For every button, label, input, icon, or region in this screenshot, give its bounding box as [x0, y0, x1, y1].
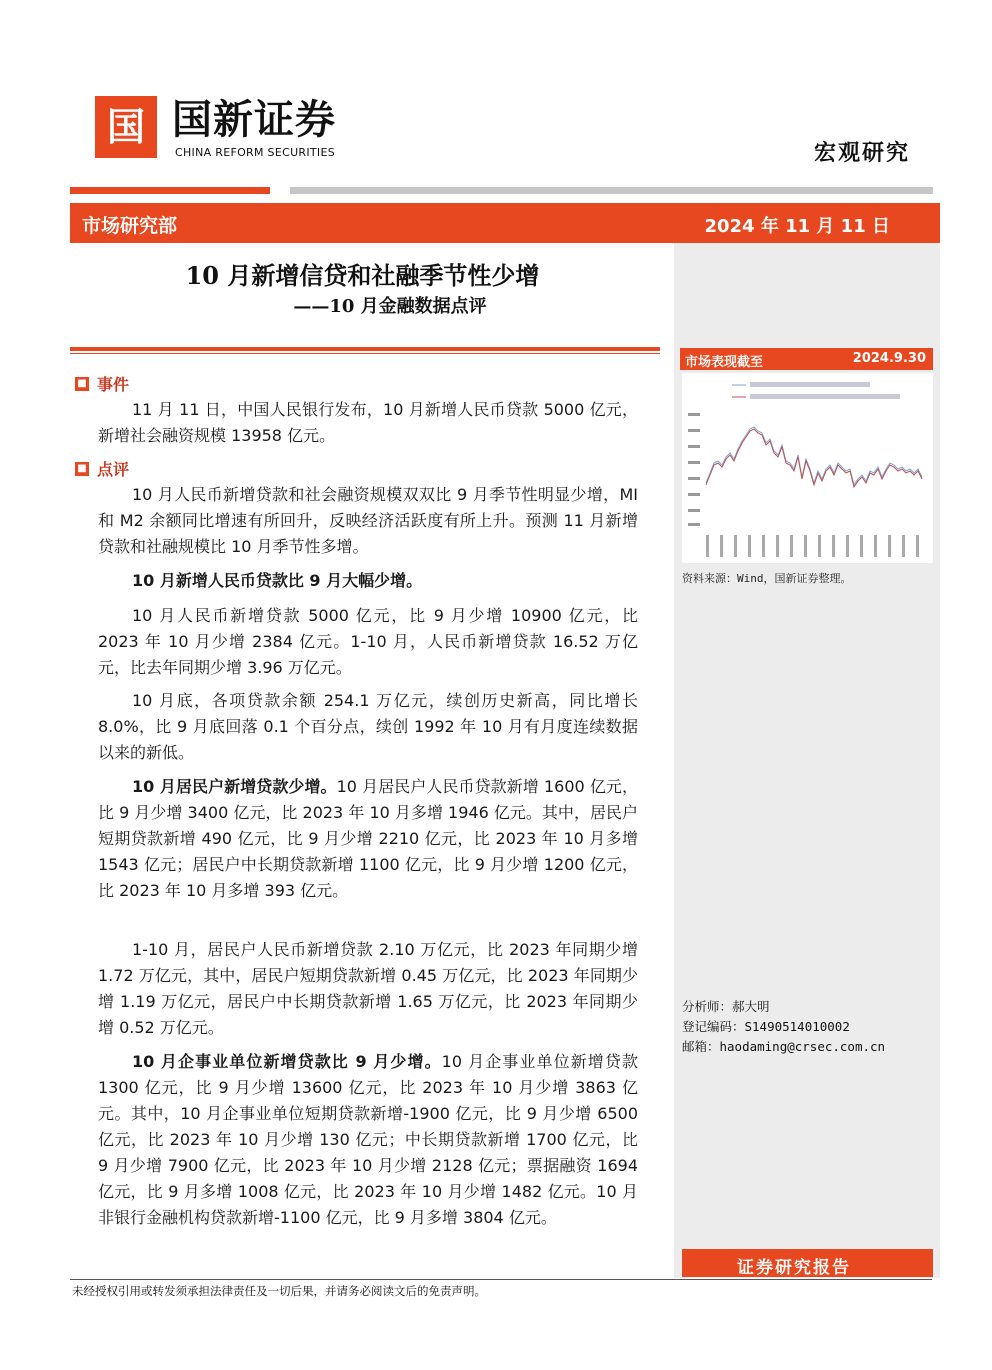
market-chart-date: 2024.9.30 — [852, 351, 926, 366]
series-line-1 — [706, 427, 922, 485]
footer-rule — [70, 1279, 932, 1280]
loan-heading: 10 月新增人民币贷款比 9 月大幅少增。 — [132, 571, 423, 590]
section-icon: ■ — [75, 377, 89, 391]
dept-name: 市场研究部 — [82, 215, 178, 237]
legend-text-1 — [750, 382, 870, 387]
page-subtitle: ——10 月金融数据点评 — [293, 296, 487, 317]
market-chart — [682, 373, 933, 563]
title-rule — [70, 347, 660, 351]
section-icon: ■ — [75, 462, 89, 476]
section-event-title: 事件 — [97, 375, 130, 394]
disclaimer: 未经授权引用或转发须承担法律责任及一切后果，并请务必阅读文后的免责声明。 — [72, 1284, 486, 1298]
household-paragraph-2: 1-10 月，居民户人民币新增贷款 2.10 万亿元，比 2023 年同期少增 1.72 万亿元，其中，居民户短期贷款新增 0.45 万亿元，比 2023 年同期少增 1.19 万亿元，居民户中长期贷款新增 1.65 万亿元，比 2023 年同期少增 0.52 万亿元。 — [98, 940, 638, 1037]
report-date: 2024 年 11 月 11 日 — [704, 216, 890, 237]
report-label-band — [682, 1249, 933, 1277]
legend-text-2 — [750, 394, 900, 399]
logo-name-cn: 国新证券 — [172, 97, 336, 143]
analyst-reg: 登记编码：S1490514010002 — [682, 1019, 850, 1034]
logo-mark — [95, 96, 157, 158]
doc-type: 宏观研究 — [814, 140, 911, 166]
x-axis-ticks — [706, 535, 919, 557]
page-title: 10 月新增信贷和社融季节性少增 — [185, 261, 540, 290]
loan-paragraph-2: 10 月底，各项贷款余额 254.1 万亿元，续创历史新高，同比增长 8.0%，比 9 月底回落 0.1 个百分点，续创 1992 年 10 月有月度连续数据以来的新低。 — [98, 691, 638, 762]
section-review — [75, 457, 129, 480]
logo-name-en: CHINA REFORM SECURITIES — [175, 146, 336, 159]
household-paragraph-1: 10 月居民户新增贷款少增。10 月居民户人民币贷款新增 1600 亿元，比 9 月少增 3400 亿元，比 2023 年 10 月多增 1946 亿元。其中，居民户短期贷款新增 490 亿元，比 9 月少增 2210 亿元，比 2023 年 10 月多增 1543 亿元；居民户中长期贷款新增 1100 亿元，比 9 月少增 1200 亿元，比 2023 年 10 月多增 393 亿元。 — [98, 777, 638, 900]
event-paragraph: 11 月 11 日，中国人民银行发布，10 月新增人民币贷款 5000 亿元，新增社会融资规模 13958 亿元。 — [98, 400, 638, 445]
market-chart-svg — [682, 373, 933, 563]
analyst-email[interactable]: 邮箱：haodaming@crsec.com.cn — [682, 1039, 886, 1054]
header-rule-red — [70, 187, 270, 194]
y-axis-ticks — [688, 413, 700, 526]
header-rule-gray — [290, 187, 933, 194]
analyst-name: 分析师：郝大明 — [682, 999, 770, 1014]
section-review-title: 点评 — [97, 460, 130, 479]
section-event — [75, 372, 129, 395]
chart-source: 资料来源：Wind，国新证券整理。 — [682, 572, 852, 585]
market-chart-header — [680, 348, 933, 370]
dept-band — [70, 203, 940, 243]
market-chart-title: 市场表现截至 — [685, 355, 764, 370]
review-paragraph: 10 月人民币新增贷款和社会融资规模双双比 9 月季节性明显少增，MI 和 M2 余额同比增速有所回升，反映经济活跃度有所上升。预测 11 月新增贷款和社融规模比 10 月季节性多增。 — [98, 485, 638, 556]
loan-paragraph-1: 10 月人民币新增贷款 5000 亿元，比 9 月少增 10900 亿元，比 2023 年 10 月少增 2384 亿元。1-10 月，人民币新增贷款 16.52 万亿元，比去年同期少增 3.96 万亿元。 — [98, 606, 638, 677]
corporate-paragraph: 10 月企事业单位新增贷款比 9 月少增。10 月企事业单位新增贷款 1300 亿元，比 9 月少增 13600 亿元，比 2023 年 10 月少增 3863 亿元。其中，10 月企事业单位短期贷款新增-1900 亿元，比 9 月少增 6500 亿元，比 2023 年 10 月少增 130 亿元；中长期贷款新增 1700 亿元，比 9 月少增 7900 亿元，比 2023 年 10 月少增 2128 亿元；票据融资 1694 亿元，比 9 月多增 1008 亿元，比 2023 年 10 月少增 1482 亿元。10 月非银行金融机构贷款新增-1100 亿元，比 9 月多增 3804 亿元。 — [98, 1052, 638, 1227]
title-rule-thin — [70, 353, 660, 354]
report-label: 证券研究报告 — [737, 1258, 851, 1278]
series-line-2 — [706, 429, 922, 487]
logo-glyph: 国 — [106, 104, 145, 149]
